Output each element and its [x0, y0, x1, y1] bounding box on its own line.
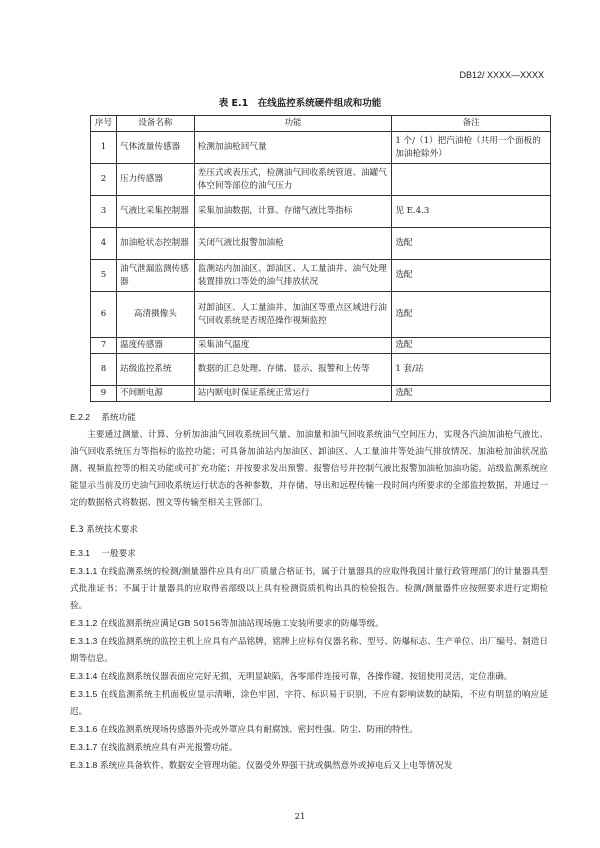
cell-note — [392, 164, 551, 196]
clause-text: 在线监测系统现场传感器外壳或外罩应具有耐腐蚀、密封性强、防尘、防雨的特性。 — [99, 725, 418, 735]
col-header-device: 设备名称 — [116, 116, 194, 132]
clause-text: 在线监测系统应满足GB 50156等加油站现场施工安装所要求的防爆等级。 — [99, 619, 384, 629]
table-row — [91, 132, 551, 164]
body-text — [70, 409, 548, 775]
clause-item — [70, 668, 548, 686]
clause-item — [70, 686, 548, 721]
clause-item — [70, 615, 548, 633]
cell-device: 站级监控系统 — [116, 354, 194, 386]
cell-index: 3 — [91, 196, 117, 228]
cell-index: 7 — [91, 338, 117, 354]
cell-device: 压力传感器 — [116, 164, 194, 196]
col-header-function: 功能 — [194, 116, 392, 132]
cell-note: 选配 — [392, 228, 551, 260]
cell-index: 1 — [91, 132, 117, 164]
section-heading-e3: E.3 系统技术要求 — [70, 525, 138, 535]
cell-device: 温度传感器 — [116, 338, 194, 354]
document-code: DB12/ XXXX—XXXX — [459, 70, 544, 80]
cell-note: 1 个/（1）把汽油枪（共用一个面板的加油枪除外） — [392, 132, 551, 164]
paragraph-system-function: 主要通过测量、计算、分析加油油气回收系统回气量、加油量和油气回收系统油气空间压力，实现各汽油加油枪气液比、油气回收系统压力等指标的监控功能；可具备加油站内加油区、卸油区、人工量油井等处油气排放情况、加油枪加油状况监测、视频监控等的相关功能或可扩充功能；并按要求发出预警、报警信号并控制气液比报警加油枪加油功能。站级监测系统应能显示当前及历史油气回收系统运行状态的各种参数，并存储、导出和远程传输一段时间内所要求的全部监控数据，并通过一定的数据格式将数据、图文等传输至相关主管部门。 — [70, 430, 548, 508]
clause-item — [70, 633, 548, 668]
table-row — [91, 228, 551, 260]
cell-function: 数据的汇总处理、存储、显示、报警和上传等 — [194, 354, 392, 386]
cell-function: 对卸油区、人工量油井、加油区等重点区域进行油气回收系统是否规范操作视频监控 — [194, 292, 392, 338]
cell-index: 2 — [91, 164, 117, 196]
cell-note: 1 套/站 — [392, 354, 551, 386]
col-header-index: 序号 — [91, 116, 117, 132]
section-heading-e22 — [70, 409, 548, 427]
cell-function: 采集油气温度 — [194, 338, 392, 354]
cell-function: 差压式或表压式，检测油气回收系统管道、油罐气体空间等部位的油气压力 — [194, 164, 392, 196]
clause-number: E.3.1.4 — [70, 671, 98, 681]
clause-number: E.3.1.8 — [70, 760, 98, 770]
clause-text: 在线监测系统主机面板应显示清晰，涂色牢固，字符、标识易于识别，不应有影响读数的缺陷，不应有明显的响应延迟。 — [70, 690, 548, 717]
hardware-table — [90, 115, 551, 402]
table-row — [91, 164, 551, 196]
table-row — [91, 386, 551, 402]
clause-item — [70, 739, 548, 757]
cell-function: 采集加油数据，计算、存储气液比等指标 — [194, 196, 392, 228]
cell-function: 关闭气液比报警加油枪 — [194, 228, 392, 260]
clause-number: E.3.1.1 — [70, 566, 98, 576]
table-row — [91, 196, 551, 228]
cell-device: 加油枪状态控制器 — [116, 228, 194, 260]
clause-item — [70, 721, 548, 739]
clause-item — [70, 757, 548, 775]
col-header-note: 备注 — [392, 116, 551, 132]
clause-text: 在线监测系统的检测/测量器件应具有出厂质量合格证书，属于计量器具的应取得我国计量行政管理部门的计量器具型式批准证书；不属于计量器具的应取得省部级以上具有检测资质机构出具的检验报告。检测/测量器件应按照要求进行定期检验。 — [70, 567, 549, 611]
cell-device: 气体流量传感器 — [116, 132, 194, 164]
clause-text: 在线监测系统仪器表面应完好无损，无明显缺陷，各零部件连接可靠，各操作键、按钮使用灵活，定位准确。 — [99, 672, 513, 682]
table-header-row — [91, 116, 551, 132]
clause-number: E.3.1.7 — [70, 742, 98, 752]
cell-device: 气液比采集控制器 — [116, 196, 194, 228]
clause-text: 在线监测系统应具有声光报警功能。 — [99, 743, 238, 753]
cell-index: 5 — [91, 260, 117, 292]
clause-text: 在线监测系统的监控主机上应具有产品铭牌，铭牌上应标有仪器名称、型号、防爆标志、生产单位、出厂编号、制造日期等信息。 — [70, 637, 548, 664]
section-title: 系统功能 — [101, 413, 136, 423]
section-title: 一般要求 — [101, 549, 136, 559]
cell-index: 4 — [91, 228, 117, 260]
table-row — [91, 354, 551, 386]
table-title: 表 E.1 在线监控系统硬件组成和功能 — [218, 98, 382, 109]
cell-note: 选配 — [392, 260, 551, 292]
clause-number: E.3.1.5 — [70, 689, 98, 699]
table-row — [91, 260, 551, 292]
cell-function: 检测加油枪回气量 — [194, 132, 392, 164]
cell-device: 不间断电源 — [116, 386, 194, 402]
table-row — [91, 292, 551, 338]
cell-device: 高清摄像头 — [116, 292, 194, 338]
clause-number: E.3.1.6 — [70, 724, 98, 734]
table-row — [91, 338, 551, 354]
cell-device: 油气泄漏监测传感器 — [116, 260, 194, 292]
clause-text: 系统应具备软件、数据安全管理功能。仪器受外界强干扰或偶然意外或掉电后又上电等情况发 — [99, 761, 453, 771]
cell-index: 9 — [91, 386, 117, 402]
clause-number: E.3.1.2 — [70, 618, 98, 628]
section-number: E.3.1 — [70, 548, 91, 558]
page-number: 21 — [294, 812, 306, 822]
cell-note: 选配 — [392, 386, 551, 402]
cell-index: 8 — [91, 354, 117, 386]
cell-note: 选配 — [392, 292, 551, 338]
cell-index: 6 — [91, 292, 117, 338]
cell-function: 站内断电时保证系统正常运行 — [194, 386, 392, 402]
section-number: E.2.2 — [70, 412, 91, 422]
cell-note: 见 E.4.3 — [392, 196, 551, 228]
cell-note: 选配 — [392, 338, 551, 354]
clause-item — [70, 563, 548, 615]
section-heading-e31 — [70, 545, 548, 563]
cell-function: 监测站内加油区、卸油区、人工量油井、油气处理装置排放口等处的油气排放状况 — [194, 260, 392, 292]
clause-number: E.3.1.3 — [70, 636, 98, 646]
